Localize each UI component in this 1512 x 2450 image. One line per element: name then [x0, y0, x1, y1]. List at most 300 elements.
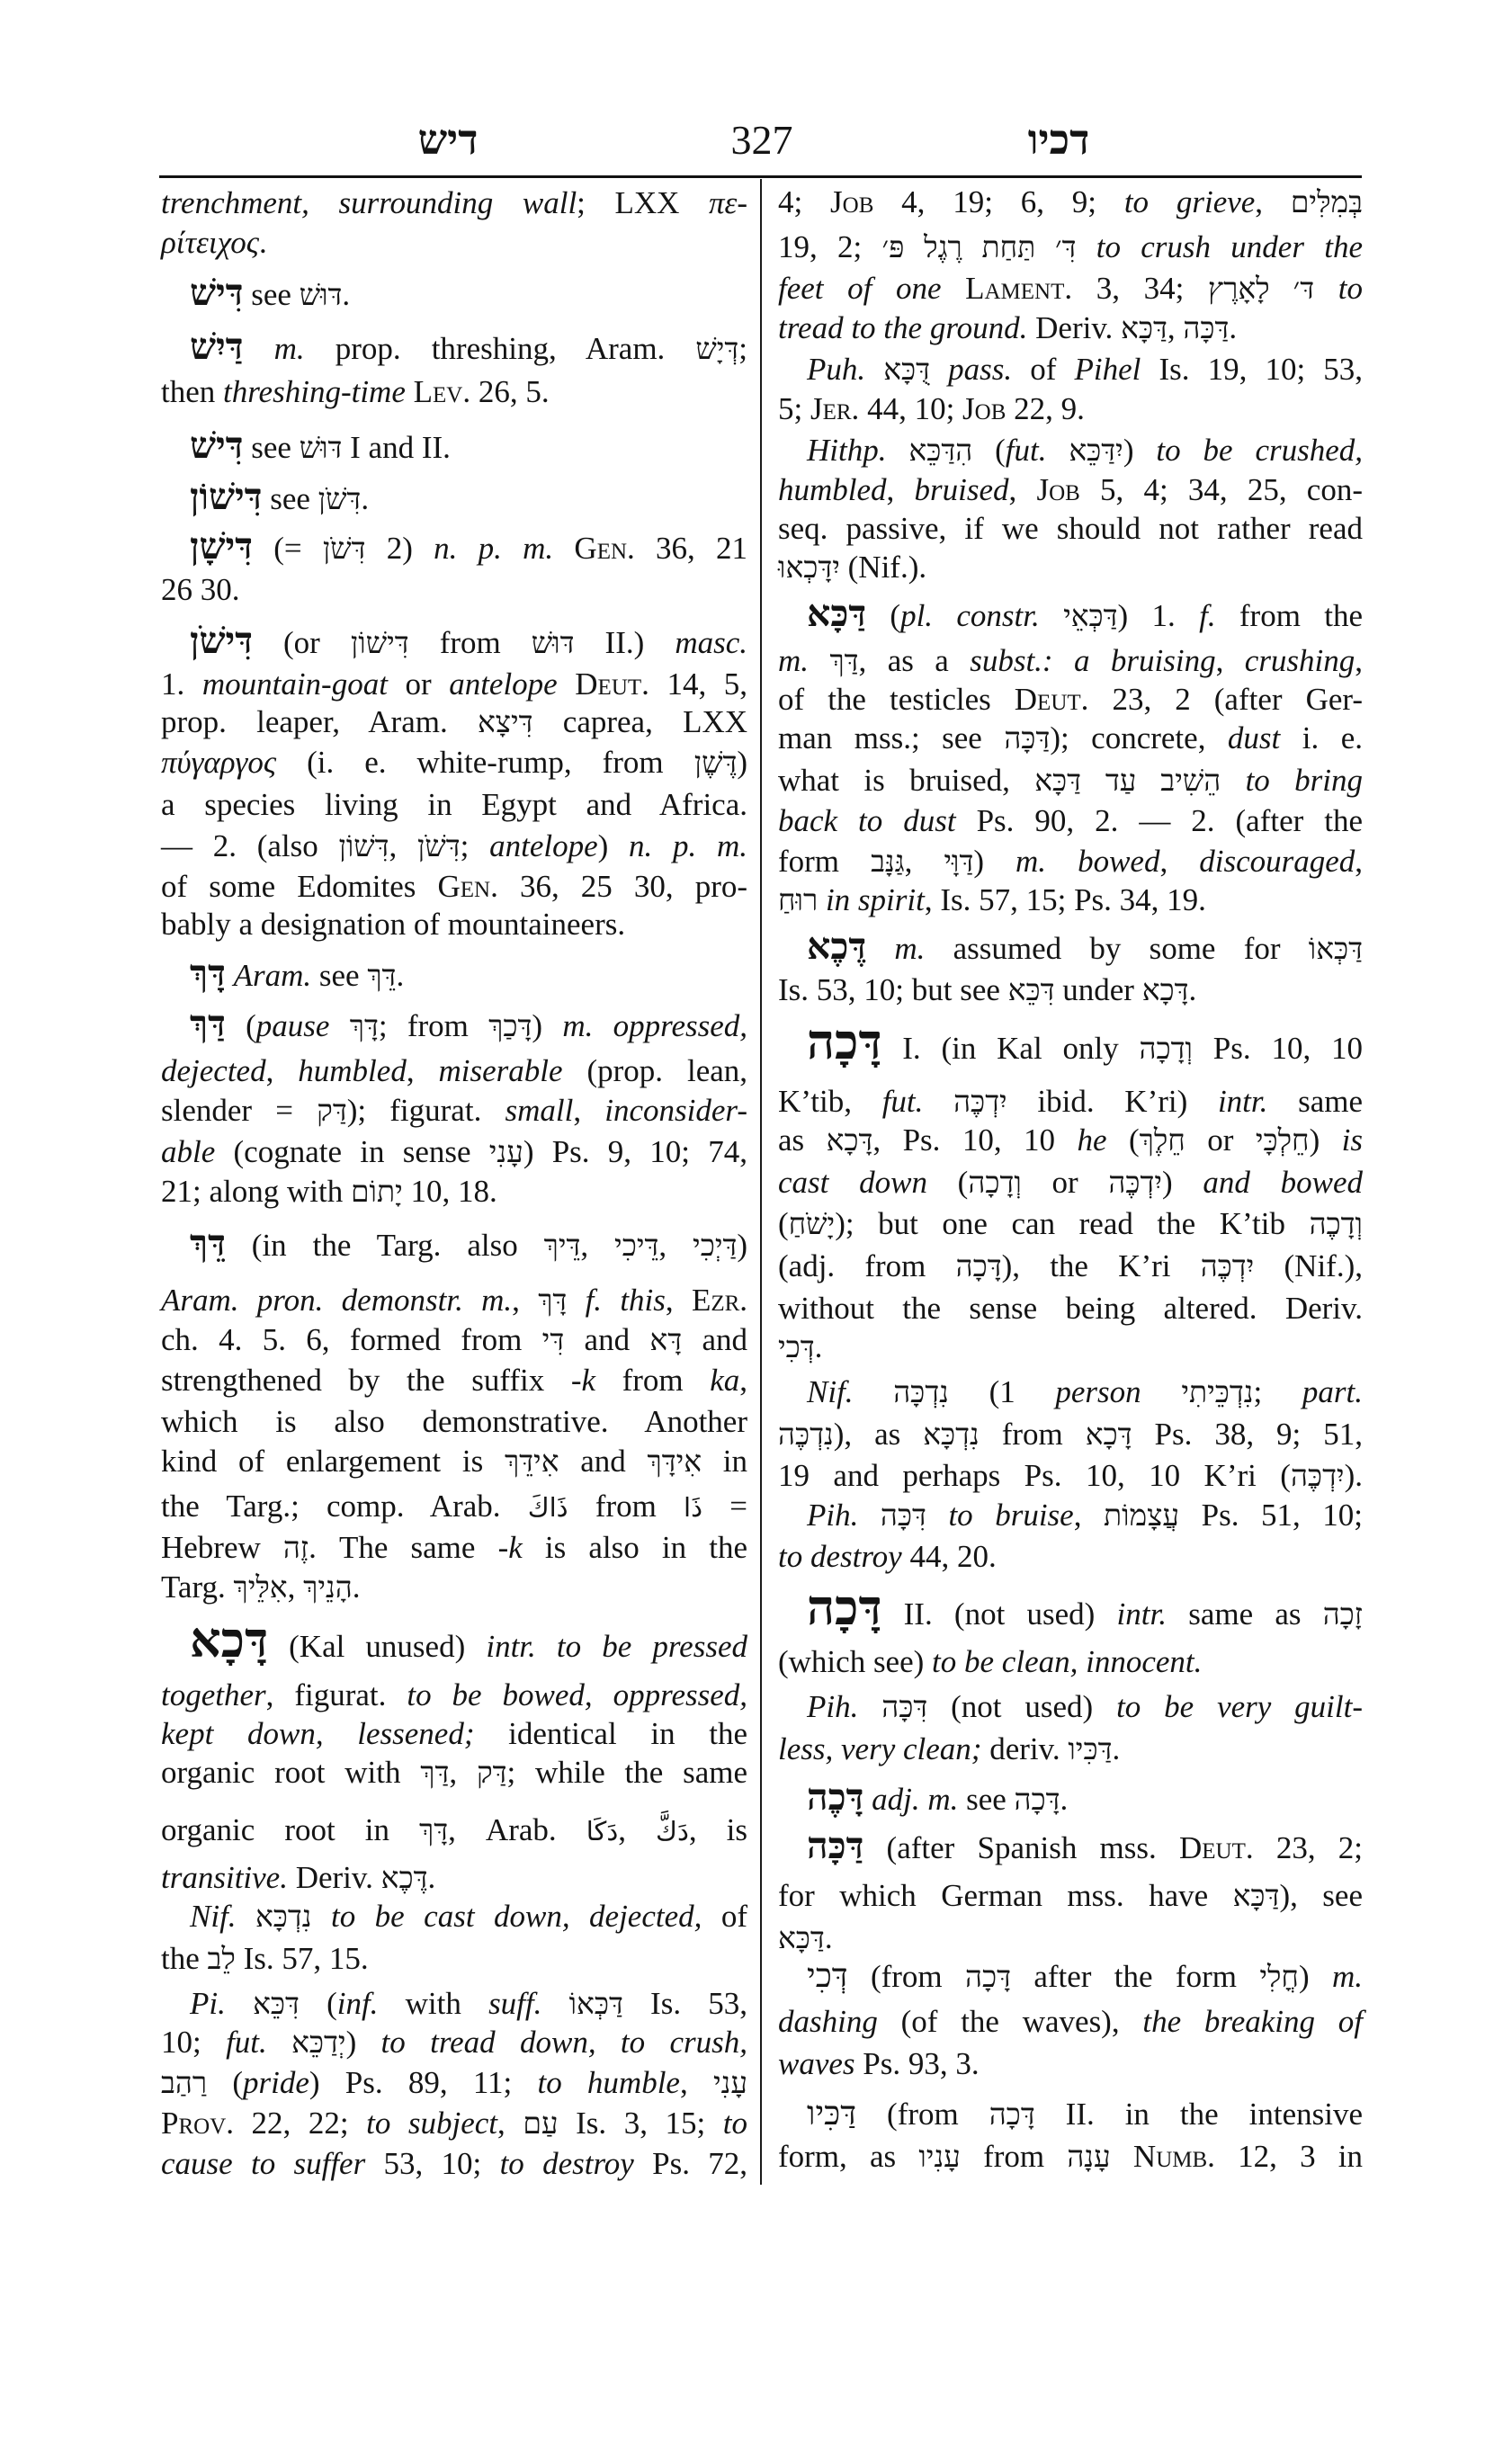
italic-text: waves — [778, 2046, 855, 2081]
text-run: 36, 25 30, pro- — [497, 869, 748, 904]
italic-text: fut. — [881, 1084, 924, 1119]
running-head-right-guide-word: דכיו — [1027, 117, 1090, 163]
text-run: organic root in — [161, 1812, 420, 1847]
dictionary-line — [778, 679, 1363, 720]
text-run: II. in the intensive — [1034, 2097, 1363, 2132]
text-run: ), the K’ri — [1001, 1248, 1201, 1283]
text-run — [1040, 598, 1063, 633]
dictionary-line — [161, 478, 747, 520]
hebrew-word: יִדַּכֵּא — [1069, 435, 1123, 468]
root-headword: דָּכָה — [807, 1581, 882, 1635]
root-headword: דָּכָה — [807, 1015, 882, 1069]
text-run: (from — [856, 2097, 989, 2132]
headword: דֵּךְ — [190, 1222, 226, 1264]
text-run: ; — [1253, 1374, 1302, 1409]
text-run: the Targ.; comp. Arab. — [161, 1489, 528, 1524]
dictionary-line — [161, 1567, 747, 1608]
dictionary-line — [778, 1536, 1363, 1578]
hebrew-word: דַּכְּאֵי — [1063, 601, 1118, 633]
text-run — [553, 531, 574, 566]
text-run: same as — [1166, 1596, 1323, 1632]
hebrew-word: דָּכָא — [1141, 975, 1189, 1007]
italic-text: to be bowed, oppressed, — [407, 1677, 747, 1712]
text-run: of the testicles — [778, 682, 1015, 717]
hebrew-word: וְדָכָה — [968, 1167, 1022, 1200]
italic-text: small — [505, 1093, 574, 1128]
italic-text: to tread down, to crush, — [380, 2025, 747, 2060]
headword: דַּכָּא — [807, 593, 867, 634]
arabic-word: دَكَا — [586, 1816, 619, 1846]
dictionary-line — [161, 274, 747, 316]
dictionary-line — [778, 308, 1363, 349]
italic-text: Nif. — [190, 1899, 237, 1934]
hebrew-word: דַּכִּיו — [1068, 1734, 1113, 1766]
text-run: after the form — [1010, 1959, 1260, 1994]
headword: דְּכִי — [807, 1958, 848, 1995]
dictionary-line — [161, 784, 747, 826]
dictionary-line — [778, 1581, 1363, 1635]
text-run: 19, 2; — [778, 229, 882, 264]
text-run: ); but one can read the K’tib — [835, 1206, 1310, 1241]
text-run: ), see — [1279, 1878, 1363, 1913]
dictionary-line — [778, 1956, 1363, 1998]
text-run: . — [352, 1569, 361, 1605]
text-run: 14, 5, — [649, 666, 748, 702]
text-run: assumed by some for — [925, 931, 1309, 966]
dictionary-line — [161, 622, 747, 664]
text-run — [926, 1498, 949, 1533]
text-run: 10; — [161, 2025, 227, 2060]
text-run: ch. 4. 5. 6, formed from — [161, 1322, 542, 1357]
text-run: seq. passive, if we should not rather read — [778, 511, 1363, 546]
dictionary-line — [161, 1131, 747, 1173]
hebrew-word: דֶּשֶׁן — [693, 747, 738, 780]
italic-text: m. — [1331, 1959, 1363, 1994]
text-run: without the sense being altered. Deriv. — [778, 1291, 1363, 1326]
hebrew-word: חֵלְכָּי — [1255, 1125, 1310, 1158]
text-run: ; from — [378, 1008, 489, 1043]
hebrew-word: יִדָּכְאוּ — [778, 552, 840, 585]
italic-text: part. — [1302, 1374, 1363, 1409]
hebrew-word: יִדְכֶּה — [1200, 1251, 1255, 1283]
hebrew-word: דֶּכֶא — [380, 1863, 428, 1895]
hebrew-word: וְדָכֶה — [1309, 1209, 1363, 1241]
text-run: ). — [1344, 1458, 1363, 1493]
dictionary-line — [161, 427, 747, 469]
text-run: which is also demonstrative. Another — [161, 1404, 747, 1439]
text-run: , — [580, 1228, 615, 1263]
text-run: the — [161, 1941, 208, 1976]
text-run: (adj. from — [778, 1248, 956, 1283]
italic-text: dejected — [161, 1053, 266, 1088]
hebrew-word: דַּכְּאוֹ — [568, 1989, 623, 2021]
text-run — [226, 1986, 253, 2021]
headword: דַּךְ — [190, 1003, 226, 1044]
text-run: kind of enlargement is — [161, 1444, 505, 1479]
italic-text: intr. to be pressed — [486, 1629, 747, 1664]
dictionary-line — [161, 1938, 747, 1980]
text-run: from — [979, 1417, 1086, 1452]
italic-text: pause — [255, 1008, 330, 1043]
text-run — [866, 931, 894, 966]
text-run — [567, 1283, 585, 1318]
text-run — [818, 882, 826, 917]
hebrew-word: זֶה — [282, 1533, 309, 1565]
dictionary-line — [778, 508, 1363, 550]
hebrew-word: דִּכָּה — [881, 1692, 928, 1724]
text-run: (cognate in sense — [215, 1134, 489, 1169]
headword: דִּישׁוֹן — [190, 476, 263, 517]
text-run: (not used) — [927, 1689, 1117, 1724]
text-run — [558, 666, 576, 702]
italic-text: subst.: a bruising — [970, 643, 1216, 678]
hebrew-word: דִּשֹׁן — [322, 533, 366, 566]
text-run: Ps. 72, — [633, 2146, 747, 2181]
italic-text: miserable — [438, 1053, 563, 1088]
hebrew-word: דְּיָשׁ — [695, 334, 739, 366]
text-run: Targ. — [161, 1569, 234, 1605]
text-run: II.) — [574, 625, 675, 660]
hebrew-word: דַּק — [317, 1095, 347, 1128]
text-run: = — [702, 1489, 747, 1524]
book-abbreviation: Lev. — [413, 374, 471, 409]
hebrew-word: דָּךְ — [349, 1011, 379, 1043]
book-abbreviation: Numb. — [1132, 2139, 1215, 2174]
dictionary-line — [778, 925, 1363, 970]
text-run: 44, 20. — [901, 1539, 997, 1574]
hebrew-word: דִּשֹׁן — [318, 484, 362, 516]
dictionary-line — [161, 1675, 747, 1716]
text-run: deriv. — [981, 1731, 1069, 1766]
greek-word: πε- — [709, 185, 747, 220]
italic-text: m. oppressed, — [562, 1008, 747, 1043]
italic-text: n. p. m. — [434, 531, 554, 566]
text-run: Ps. 51, 10; — [1179, 1498, 1364, 1533]
italic-text: to bring — [1245, 763, 1363, 798]
headword: דַּכִּיו — [807, 2096, 857, 2133]
text-run: ) — [737, 1228, 748, 1263]
text-run: under — [1054, 972, 1142, 1007]
text-run: and — [682, 1322, 747, 1357]
dictionary-line — [778, 1825, 1363, 1869]
dictionary-line — [161, 1222, 748, 1266]
hebrew-word: דִּכֵּא — [253, 1989, 300, 2021]
book-abbreviation: Job — [962, 391, 1007, 426]
text-run: , — [449, 1755, 477, 1790]
text-run: , — [1355, 844, 1364, 879]
italic-text: pl. constr. — [900, 598, 1040, 633]
text-run — [329, 1008, 349, 1043]
dictionary-line — [778, 1455, 1363, 1497]
dictionary-line — [778, 2043, 1363, 2085]
italic-text: trenchment, surrounding wall — [161, 185, 577, 220]
hebrew-word: נִדְכָּה — [893, 1377, 949, 1409]
text-run: bably a designation of mountaineers. — [161, 907, 626, 942]
text-run: Is. 57, 15. — [235, 1941, 369, 1976]
greek-word: πύγαργος — [161, 745, 277, 780]
text-run: , — [618, 1812, 657, 1847]
dictionary-line — [161, 952, 747, 997]
hebrew-word: דִּישׁוֹן — [350, 628, 409, 660]
text-run: (= — [252, 531, 323, 566]
dictionary-line — [778, 800, 1363, 842]
dictionary-line — [778, 1372, 1363, 1413]
dictionary-line — [161, 866, 747, 908]
hebrew-word: נִדְכָּא — [255, 1901, 312, 1934]
hebrew-word: חֵלֶךְ — [1139, 1125, 1185, 1158]
dictionary-line — [778, 1414, 1363, 1455]
text-run: . — [361, 481, 370, 516]
text-run: II. (not used) — [881, 1596, 1117, 1632]
text-run: same — [1267, 1084, 1363, 1119]
italic-text: person — [1055, 1374, 1141, 1409]
text-run: organic root with — [161, 1755, 421, 1790]
italic-text: n. p. m. — [629, 828, 747, 863]
italic-text: to destroy — [499, 2146, 634, 2181]
text-run — [854, 1374, 894, 1409]
italic-text: the breaking of — [1142, 2004, 1363, 2039]
text-run: strengthened by the suffix — [161, 1363, 571, 1398]
text-run — [312, 1899, 331, 1934]
text-run: ) — [1162, 1165, 1203, 1200]
dictionary-line — [778, 1776, 1363, 1820]
hebrew-word: דַּךְ — [420, 1757, 450, 1790]
hebrew-word: יִדְכֶּה — [1290, 1461, 1345, 1493]
text-run: (1 — [948, 1374, 1056, 1409]
hebrew-word: דָּכַךְ — [488, 1011, 532, 1043]
dictionary-line — [778, 1120, 1363, 1161]
text-run: i. e. — [1280, 720, 1363, 756]
dictionary-line — [161, 1441, 747, 1482]
text-run: of — [1012, 352, 1075, 387]
dictionary-line — [161, 1051, 747, 1092]
text-run: ) — [345, 2025, 381, 2060]
headword: דָּךְ — [190, 952, 226, 994]
dictionary-line — [161, 1090, 747, 1131]
hebrew-word: נִדְכָּא — [923, 1419, 980, 1452]
text-run — [809, 643, 829, 678]
hebrew-word: דִּי — [541, 1325, 565, 1357]
italic-text: ka — [710, 1363, 740, 1398]
text-run: , — [886, 472, 915, 507]
text-run: , — [665, 1283, 692, 1318]
text-run: 26, 5. — [470, 374, 550, 409]
dictionary-line — [778, 2094, 1363, 2135]
text-run: ( — [866, 598, 901, 633]
hebrew-word: אִלֵּיךְ — [233, 1572, 288, 1605]
hebrew-word: עָנִי — [488, 1137, 523, 1169]
text-run: or — [387, 666, 450, 702]
text-run: a species living in Egypt and Africa. — [161, 787, 747, 822]
text-run: see — [243, 277, 300, 312]
hebrew-word: דָּכָא — [826, 1125, 873, 1158]
text-run: from the — [1215, 598, 1364, 633]
dictionary-line — [778, 1081, 1363, 1122]
italic-text: intr. — [1217, 1084, 1268, 1119]
text-run: . — [1229, 310, 1238, 345]
dictionary-line — [778, 2001, 1363, 2043]
hebrew-word: דָּא — [649, 1325, 683, 1357]
dictionary-line — [161, 328, 747, 370]
column-divider — [760, 179, 762, 2185]
hebrew-word: יָתוֹם — [350, 1176, 403, 1209]
text-run — [226, 958, 234, 993]
headword: דִּישׁ — [190, 425, 244, 466]
text-run — [858, 1498, 881, 1533]
text-run: . — [396, 958, 405, 993]
italic-text: antelope — [489, 828, 598, 863]
hebrew-word: נִדְכֵּיתִי — [1181, 1377, 1254, 1409]
dictionary-line — [778, 1495, 1363, 1536]
text-run: ( — [778, 1206, 789, 1241]
text-run: , — [265, 1053, 299, 1088]
italic-text: to be crushed, — [1156, 433, 1364, 468]
text-run: identical in the — [474, 1716, 748, 1751]
dictionary-line — [778, 1246, 1363, 1287]
dictionary-line — [778, 547, 1363, 588]
hebrew-word: דָּכָה — [989, 2099, 1035, 2132]
text-run: ); figurat. — [346, 1093, 505, 1128]
text-run: Is. 53, 10; but see — [778, 972, 1008, 1007]
italic-text: to — [1338, 271, 1364, 306]
italic-text: Pi. — [190, 1986, 226, 2021]
hebrew-word: דַּכְּאוֹ — [1308, 934, 1363, 966]
text-run: 21; along with — [161, 1174, 351, 1209]
italic-text: Nif. — [807, 1374, 854, 1409]
hebrew-word: דָּכָה — [965, 1962, 1011, 1994]
text-run: (in the Targ. also — [225, 1228, 544, 1263]
dictionary-line — [161, 1713, 747, 1755]
italic-text: threshing-time — [223, 374, 406, 409]
text-run: ) — [1309, 1122, 1342, 1158]
dictionary-line — [778, 1918, 1363, 1959]
text-run: (of the waves), — [877, 2004, 1143, 2039]
dictionary-line — [778, 2136, 1363, 2177]
text-run: ( — [972, 433, 1006, 468]
text-run: , Arab. — [448, 1812, 586, 1847]
italic-text: kept down, lessened; — [161, 1716, 475, 1751]
headword: דַּיִשׁ — [190, 326, 244, 367]
hebrew-word: דִּשֹׁן — [417, 831, 461, 863]
italic-text: tread to the ground. — [778, 310, 1028, 345]
arabic-word: ذَا — [684, 1492, 703, 1523]
italic-text: inconsider- — [604, 1093, 748, 1128]
hebrew-word: דַּכָּא — [1232, 1881, 1280, 1913]
hebrew-word: הָנֵיךְ — [303, 1572, 353, 1605]
text-run: in — [702, 1444, 747, 1479]
text-run: ; while the same — [506, 1755, 748, 1790]
hebrew-word: זָכָה — [1322, 1599, 1363, 1632]
hebrew-word: דֵּךְ — [367, 961, 397, 993]
text-run: ) — [973, 844, 1016, 879]
book-abbreviation: Jer. — [810, 391, 860, 426]
text-run: (Kal unused) — [268, 1629, 487, 1664]
italic-text: together — [161, 1677, 266, 1712]
book-abbreviation: Prov. — [161, 2106, 234, 2141]
text-run: 19 and perhaps Ps. 10, 10 K’ri ( — [778, 1458, 1291, 1493]
book-abbreviation: Deut. — [1014, 682, 1089, 717]
text-run: , is — [688, 1812, 748, 1847]
italic-text: intr. — [1116, 1596, 1167, 1632]
headword: דַּכָּה — [807, 1825, 864, 1866]
text-run: , — [1073, 1498, 1104, 1533]
dictionary-line — [778, 1162, 1363, 1203]
text-run — [1314, 271, 1338, 306]
hebrew-word: חֳלִי — [1259, 1962, 1299, 1994]
text-run: prop. leaper, Aram. — [161, 704, 478, 739]
hebrew-word: דָּכָא — [1085, 1419, 1132, 1452]
hebrew-word: דּוּשׁ — [531, 628, 575, 660]
headword: דִּישָׁן — [190, 525, 253, 567]
text-run: Is. 3, 15; — [558, 2106, 723, 2141]
text-run: (which see) — [778, 1644, 933, 1679]
text-run: 4; — [778, 184, 831, 219]
text-run: (Nif.). — [839, 550, 927, 585]
italic-text: masc. — [675, 625, 748, 660]
text-run: , — [658, 1228, 693, 1263]
italic-text: crushing — [1244, 643, 1355, 678]
hebrew-word: עֲצָמוֹת — [1104, 1500, 1180, 1533]
hebrew-word: דִּכֵּא — [1007, 975, 1055, 1007]
text-run: ; LXX — [577, 185, 710, 220]
text-run: 26 30. — [161, 572, 240, 607]
text-run — [244, 331, 274, 366]
italic-text: Puh. — [807, 352, 866, 387]
text-run: , — [406, 1053, 439, 1088]
text-run — [237, 1899, 255, 1934]
dictionary-line — [161, 1896, 747, 1937]
text-run: form, as — [778, 2139, 919, 2174]
italic-text: fut. — [1005, 433, 1047, 468]
text-run: 12, 3 in — [1214, 2139, 1363, 2174]
italic-text: is — [1341, 1122, 1364, 1158]
text-run: 53, 10; — [365, 2146, 500, 2181]
hebrew-word: דַּק — [476, 1757, 507, 1790]
italic-text: Pihel — [1074, 352, 1141, 387]
dictionary-line — [778, 389, 1363, 430]
text-run: ( — [299, 1986, 337, 2021]
hebrew-word: דְּכִי — [778, 1332, 815, 1364]
text-run: ; — [738, 331, 747, 366]
dictionary-line — [778, 1641, 1363, 1683]
text-run: , Is. 57, 15; Ps. 34, 19. — [924, 882, 1206, 917]
text-run: ) — [1123, 433, 1157, 468]
text-run: slender = — [161, 1093, 318, 1128]
italic-text: -k — [570, 1363, 596, 1398]
hebrew-word: יִדְכֶּה — [1108, 1167, 1163, 1200]
hebrew-word: יָשֹׁחַ — [788, 1209, 836, 1241]
italic-text: bruised — [914, 472, 1009, 507]
text-run: man mss.; see — [778, 720, 1005, 756]
dictionary-line — [161, 1810, 747, 1851]
text-run: of some Edomites — [161, 869, 438, 904]
italic-text: back to dust — [778, 803, 956, 838]
hebrew-word: דֵּיךְ — [543, 1230, 581, 1263]
hebrew-word: דָּכָה — [1014, 1784, 1060, 1817]
italic-text: humbled — [778, 472, 887, 507]
dictionary-line — [161, 371, 747, 413]
dictionary-line — [161, 525, 748, 569]
dictionary-line — [778, 760, 1363, 801]
text-run: or — [1021, 1165, 1109, 1200]
text-run: ) 1. — [1117, 598, 1200, 633]
text-run: see — [262, 481, 318, 516]
text-run: K’tib, — [778, 1084, 882, 1119]
book-abbreviation: Ezr. — [691, 1283, 748, 1318]
text-run: . — [1188, 972, 1197, 1007]
text-run: for which German mss. have — [778, 1878, 1233, 1913]
italic-text: m. bowed — [1015, 844, 1160, 879]
